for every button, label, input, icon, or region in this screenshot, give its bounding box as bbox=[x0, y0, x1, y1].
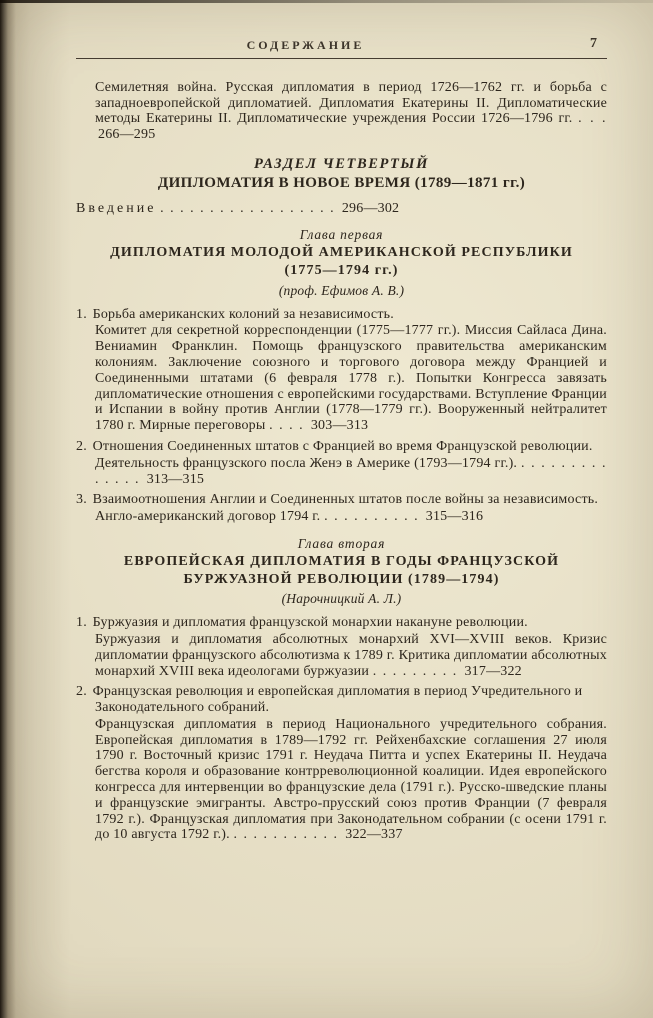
item-number: 1. bbox=[76, 615, 87, 631]
toc-introduction-entry bbox=[76, 201, 607, 217]
item-heading: Отношения Соединенных штатов с Францией во время Французской революции. bbox=[92, 438, 593, 454]
entry-text: Деятельность французского посла Женэ в Америке (1793—1794 гг.). bbox=[95, 455, 518, 471]
toc-item-detail bbox=[95, 632, 607, 679]
chapter-1-kicker: Глава первая bbox=[299, 227, 384, 243]
item-number: 1. bbox=[76, 306, 87, 322]
dot-leader: . . . . . . . . . . . . . . . . . . bbox=[160, 200, 336, 216]
chapter-2-author: (Нарочницкий А. Л.) bbox=[281, 591, 402, 607]
chapter-2-kicker: Глава вторая bbox=[297, 535, 386, 551]
part-label: РАЗДЕЛ ЧЕТВЕРТЫЙ bbox=[254, 155, 429, 172]
toc-carryover-entry bbox=[95, 80, 607, 143]
chapter-1-subtitle: (1775—1794 гг.) bbox=[284, 262, 399, 278]
page-top-edge-shadow bbox=[0, 0, 653, 3]
running-head bbox=[76, 38, 607, 54]
chapter-1-author: (проф. Ефимов А. В.) bbox=[278, 282, 405, 298]
entry-page-range: 315—316 bbox=[425, 509, 484, 525]
part-title: ДИПЛОМАТИЯ В НОВОЕ ВРЕМЯ (1789—1871 гг.) bbox=[157, 174, 526, 191]
chapter-2-title-line2: БУРЖУАЗНОЙ РЕВОЛЮЦИИ (1789—1794) bbox=[183, 571, 500, 587]
page-content bbox=[76, 38, 607, 847]
toc-item-detail bbox=[95, 323, 607, 434]
toc-item bbox=[76, 492, 607, 508]
entry-text: Буржуазия и дипломатия абсолютных монархий XVI—XVIII веков. Кризис дипломатии французского абсолютизма к 1789 г. Критика дипломатии абсолютных монархий XVIII века идеологами буржуазии bbox=[95, 631, 607, 679]
toc-item bbox=[76, 439, 607, 455]
toc-item-detail bbox=[95, 456, 607, 488]
entry-page-range: 303—313 bbox=[310, 418, 369, 434]
dot-leader: . . . . bbox=[269, 418, 305, 434]
entry-text: Англо-американский договор 1794 г. bbox=[95, 509, 321, 525]
item-number: 2. bbox=[76, 438, 87, 454]
dot-leader: . . . . . . . . . . . . . . bbox=[95, 455, 608, 487]
dot-leader: . . . bbox=[578, 111, 608, 127]
running-head-title: СОДЕРЖАНИЕ bbox=[246, 38, 365, 52]
chapter-1-title: ДИПЛОМАТИЯ МОЛОДОЙ АМЕРИКАНСКОЙ РЕСПУБЛИКИ bbox=[110, 245, 573, 261]
dot-leader: . . . . . . . . . . . bbox=[233, 827, 339, 843]
entry-page-range: 296—302 bbox=[341, 200, 400, 216]
dot-leader: . . . . . . . . . . bbox=[324, 509, 420, 525]
item-number: 2. bbox=[76, 684, 87, 700]
toc-item-detail bbox=[95, 509, 607, 525]
page-number: 7 bbox=[590, 36, 597, 51]
entry-page-range: 322—337 bbox=[345, 827, 403, 843]
item-heading: Борьба американских колоний за независимость. bbox=[92, 306, 394, 322]
header-rule bbox=[76, 58, 607, 59]
item-heading: Буржуазия и дипломатия французской монархии накануне революции. bbox=[92, 615, 528, 631]
item-heading: Французская революция и европейская дипломатия в период Учредительного и Законодательного собраний. bbox=[92, 684, 583, 716]
entry-text: Семилетняя война. Русская дипломатия в период 1726—1762 гг. и борьба с западноевропейской дипломатией. Дипломатия Екатерины II. Дипломатические методы Екатерины II. Дипломатические учреждения России 1726—1796 гг. bbox=[95, 79, 607, 127]
entry-text: Французская дипломатия в период Национального учредительного собрания. Европейская дипломатия в 1789—1792 гг. Рейхенбахские соглашения 27 июля 1790 г. Восточный кризис 1791 г. Неудача Питта и успех Екатерины II. Неудача бегства короля и образование контрреволюционной коалиции. Идея европейского конгресса для интервенции во французские дела (1791 г.). Русско-шведские планы и французские эмигранты. Австро-прусский союз против Франции (7 февраля 1792 г.). Французская дипломатия при Законодательном собрании (с осени 1791 г. до 10 августа 1792 г.). bbox=[95, 716, 607, 843]
entry-page-range: 317—322 bbox=[464, 663, 522, 679]
toc-item bbox=[76, 615, 607, 631]
toc-item bbox=[76, 684, 607, 716]
entry-text: Комитет для секретной корреспонденции (1775—1777 гг.). Миссия Сайласа Дина. Вениамин Франклин. Помощь французского правительства американским колониям. Заключение союзного и торгового договора между Францией и Соединенными штатами (6 февраля 1778 г.). Попытки Конгресса завязать дипломатические отношения с европейскими государствами. Вступление Франции и Испании в войну против Англии (1778—1779 гг.). Вооруженный нейтралитет 1780 г. Мирные переговоры bbox=[95, 323, 607, 434]
toc-item bbox=[76, 307, 607, 323]
binding-shadow bbox=[0, 0, 16, 1018]
entry-page-range: 266—295 bbox=[98, 127, 156, 143]
dot-leader: . . . . . . . . . bbox=[372, 663, 458, 679]
item-number: 3. bbox=[76, 492, 87, 508]
toc-item-detail bbox=[95, 717, 607, 843]
chapter-2-title-line1: ЕВРОПЕЙСКАЯ ДИПЛОМАТИЯ В ГОДЫ ФРАНЦУЗСКОЙ bbox=[123, 553, 560, 569]
item-heading: Взаимоотношения Англии и Соединенных штатов после войны за независимость. bbox=[92, 492, 599, 508]
entry-page-range: 313—315 bbox=[146, 471, 205, 487]
entry-text: Введение bbox=[76, 200, 157, 216]
